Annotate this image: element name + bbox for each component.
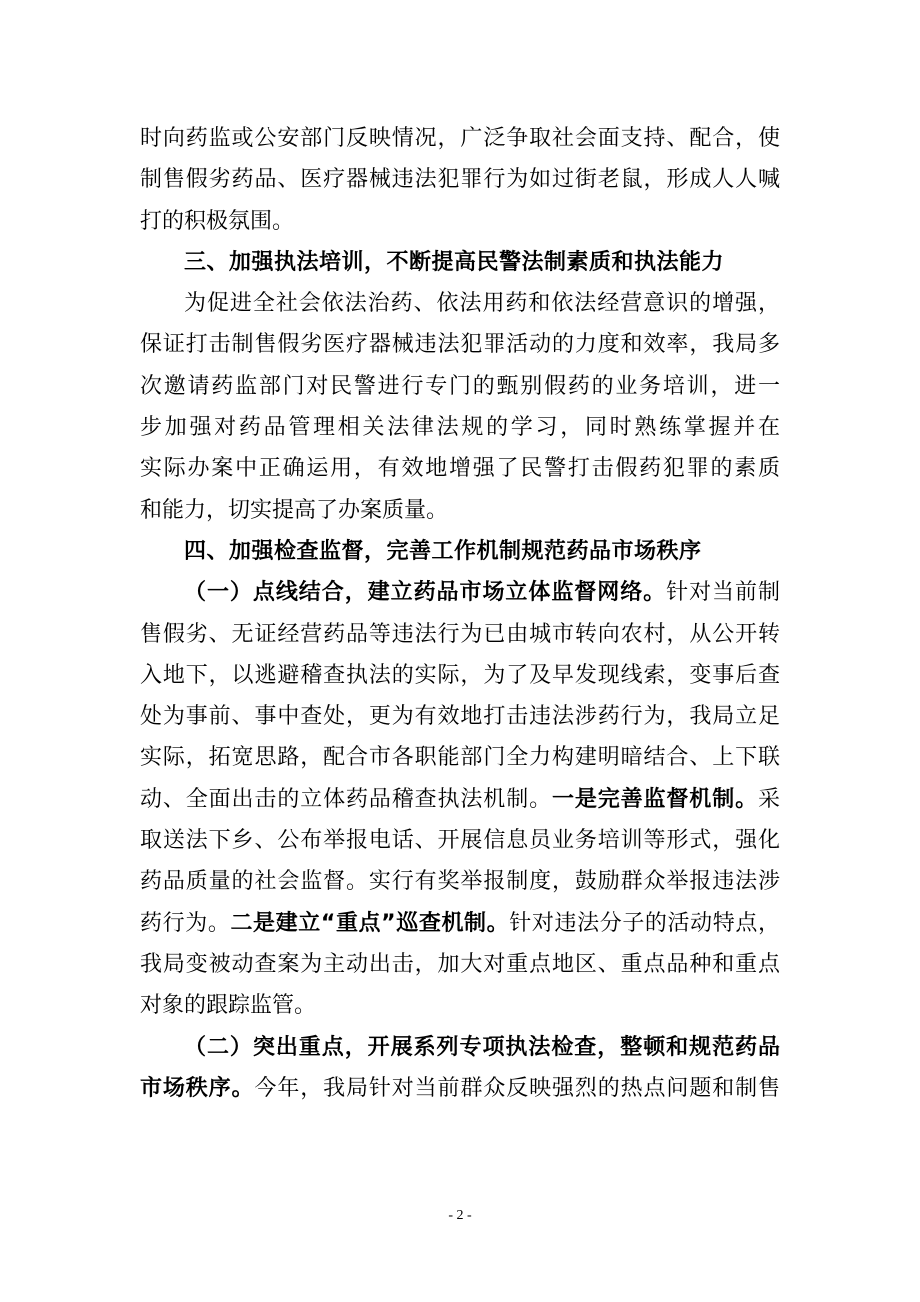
subheading-bold: 市场秩序。 <box>140 1075 255 1101</box>
paragraph-line: 处为事前、事中查处，更为有效地打击违法涉药行为，我局立足 <box>140 704 780 730</box>
paragraph-line: 取送法下乡、公布举报电话、开展信息员业务培训等形式，强化 <box>140 828 780 854</box>
paragraph-line <box>140 903 780 944</box>
paragraph-line <box>140 1068 780 1109</box>
subheading-bold: 二是建立“重点”巡查机制。 <box>230 910 510 936</box>
paragraph-line <box>140 779 780 820</box>
paragraph-line: 时向药监或公安部门反映情况，广泛争取社会面支持、配合，使 <box>140 126 780 151</box>
paragraph-text: 针对违法分子的活动特点， <box>509 910 780 936</box>
paragraph-line: 实际，拓宽思路，配合市各职能部门全力构建明暗结合、上下联 <box>140 745 780 771</box>
paragraph-line: 打的积极氛围。 <box>140 208 295 234</box>
paragraph-line: 药品质量的社会监督。实行有奖举报制度，鼓励群众举报违法涉 <box>140 869 780 895</box>
page-number: - 2 - <box>448 1208 472 1223</box>
paragraph-line: 制售假劣药品、医疗器械违法犯罪行为如过街老鼠，形成人人喊 <box>140 167 780 193</box>
paragraph-line: 和能力，切实提高了办案质量。 <box>140 497 449 523</box>
paragraph-line: 次邀请药监部门对民警进行专门的甄别假药的业务培训，进一 <box>140 373 780 399</box>
paragraph-line: 我局变被动查案为主动出击，加大对重点地区、重点品种和重点 <box>140 951 780 977</box>
paragraph-line: 对象的跟踪监管。 <box>140 993 317 1019</box>
document-body <box>140 118 780 1109</box>
paragraph-text: 药行为。 <box>140 910 231 936</box>
paragraph-text: 针对当前制 <box>666 580 780 606</box>
paragraph-line: 入地下，以逃避稽查执法的实际，为了及早发现线索，变事后查 <box>140 662 780 688</box>
subheading-bold: （一）点线结合，建立药品市场立体监督网络。 <box>184 580 667 606</box>
subheading-bold: 一是完善监督机制。 <box>551 786 758 812</box>
paragraph-line: 为促进全社会依法治药、依法用药和依法经营意识的增强， <box>184 291 780 317</box>
paragraph-text: 今年，我局针对当前群众反映强烈的热点问题和制售 <box>254 1075 780 1101</box>
subheading-bold: （二）突出重点，开展系列专项执法检查，整顿和规范药品 <box>184 1034 780 1060</box>
paragraph-line <box>140 572 780 613</box>
paragraph-line: 保证打击制售假劣医疗器械违法犯罪活动的力度和效率，我局多 <box>140 332 780 358</box>
section-heading-3: 三、加强执法培训，不断提高民警法制素质和执法能力 <box>184 249 725 275</box>
paragraph-text: 动、全面出击的立体药品稽查执法机制。 <box>140 786 552 812</box>
paragraph-line: 售假劣、无证经营药品等违法行为已由城市转向农村，从公开转 <box>140 621 780 647</box>
paragraph-text: 采 <box>757 786 780 812</box>
paragraph-line: 步加强对药品管理相关法律法规的学习，同时熟练掌握并在 <box>140 415 780 441</box>
paragraph-line <box>140 1027 780 1068</box>
section-heading-4: 四、加强检查监督，完善工作机制规范药品市场秩序 <box>184 538 702 564</box>
paragraph-line: 实际办案中正确运用，有效地增强了民警打击假药犯罪的素质 <box>140 456 780 482</box>
